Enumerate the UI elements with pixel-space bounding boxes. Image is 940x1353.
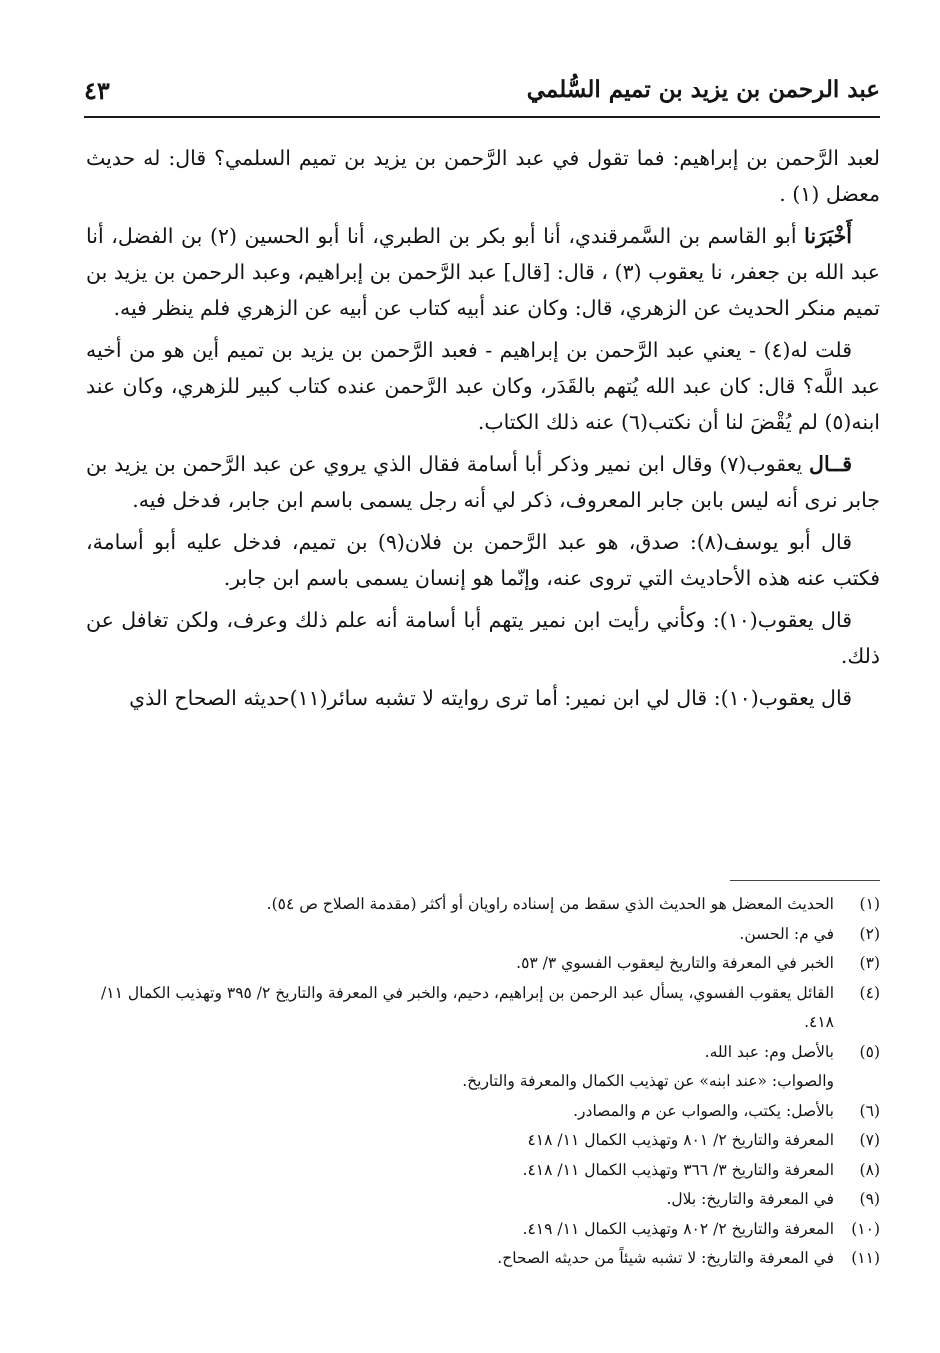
footnote-number: (٩)	[859, 1190, 880, 1208]
footnote-text: في م: الحسن.	[739, 924, 834, 943]
running-title: عبد الرحمن بن يزيد بن تميم السُّلمي	[526, 76, 880, 103]
footnote-text: المعرفة والتاريخ ٣/ ٣٦٦ وتهذيب الكمال ١١/ ٤١٨.	[522, 1160, 834, 1179]
footnote-number: (٧)	[859, 1131, 880, 1149]
footnote-text: بالأصل وم: عبد الله.	[704, 1042, 834, 1061]
footnotes	[88, 890, 880, 1274]
footnote-number: (١)	[859, 895, 880, 913]
paragraph-lead: قــال	[809, 452, 852, 476]
footnote-number: (١١)	[851, 1249, 880, 1267]
paragraph	[86, 602, 880, 674]
paragraph-text: قلت له(٤) - يعني عبد الرَّحمن بن إبراهيم - فعبد الرَّحمن بن يزيد بن تميم أين هو من أخيه عبد اللَّه؟ قال: كان عبد الله يُتهم بالقَدَر، وكان عبد الرَّحمن عنده كتاب كبير للزهري، وكان عند ابنه(٥) لم يُقْضَ لنا أن نكتب(٦) عنه ذلك الكتاب.	[86, 338, 880, 434]
footnote	[88, 1185, 880, 1215]
paragraph	[86, 446, 880, 518]
paragraph-text: لعبد الرَّحمن بن إبراهيم: فما تقول في عبد الرَّحمن بن يزيد بن تميم السلمي؟ قال: له حديث معضل (١) .	[86, 146, 880, 206]
footnote-number: (١٠)	[851, 1219, 880, 1238]
footnote-continuation: والصواب: «عند ابنه» عن تهذيب الكمال والمعرفة والتاريخ.	[462, 1072, 834, 1090]
paragraph	[86, 140, 880, 212]
footnote	[88, 1038, 880, 1068]
footnote-text: بالأصل: يكتب، والصواب عن م والمصادر.	[573, 1101, 834, 1120]
footnote-separator	[730, 880, 880, 881]
footnote-number: (٢)	[859, 924, 880, 943]
paragraph	[86, 332, 880, 440]
paragraph-text: قال يعقوب(١٠): وكأني رأيت ابن نمير يتهم أبا أسامة أنه علم ذلك وعرف، ولكن تغافل عن ذلك.	[86, 608, 880, 668]
footnote	[88, 890, 880, 920]
page-number: ٤٣	[84, 76, 110, 105]
footnote-number: (٥)	[859, 1042, 880, 1061]
footnote	[88, 949, 880, 979]
paragraph-text: قال يعقوب(١٠): قال لي ابن نمير: أما ترى روايته لا تشبه سائر(١١)حديثه الصحاح الذي	[129, 686, 852, 710]
footnote-text: المعرفة والتاريخ ٢/ ٨٠٢ وتهذيب الكمال ١١/ ٤١٩.	[522, 1219, 834, 1238]
footnote-text: الخبر في المعرفة والتاريخ ليعقوب الفسوي ٣/ ٥٣.	[516, 954, 834, 972]
paragraph-text: يعقوب(٧) وقال ابن نمير وذكر أبا أسامة فقال الذي يروي عن عبد الرَّحمن بن يزيد بن جابر نرى أنه ليس بابن جابر المعروف، ذكر لي أنه رجل يسمى باسم ابن جابر، فدخل فيه.	[86, 452, 880, 512]
paragraph-text: أبو القاسم بن السَّمرقندي، أنا أبو بكر بن الطبري، أنا أبو الحسين (٢) بن الفضل، أنا عبد الله بن جعفر، نا يعقوب (٣) ، قال: [قال] عبد الرَّحمن بن إبراهيم، وعبد الرحمن بن يزيد بن تميم منكر الحديث عن الزهري، قال: وكان عند أبيه كتاب عن أبيه عن الزهري فلم ينظر فيه.	[86, 224, 880, 320]
footnote	[88, 1126, 880, 1156]
footnote-number: (٨)	[859, 1160, 880, 1179]
footnote	[88, 1244, 880, 1274]
paragraph	[86, 680, 880, 716]
footnote-number: (٤)	[859, 983, 880, 1002]
footnote-text: المعرفة والتاريخ ٢/ ٨٠١ وتهذيب الكمال ١١/ ٤١٨	[527, 1131, 834, 1149]
footnote-text: القائل يعقوب الفسوي، يسأل عبد الرحمن بن إبراهيم، دحيم، والخبر في المعرفة والتاريخ ٢/ ٣٩٥ وتهذيب الكمال ١١/ ٤١٨.	[101, 983, 834, 1031]
footnote-text: في المعرفة والتاريخ: لا تشبه شيئاً من حديثه الصحاح.	[497, 1249, 834, 1267]
footnote	[88, 1156, 880, 1186]
main-text	[86, 140, 880, 722]
footnote-text: في المعرفة والتاريخ: بلال.	[666, 1190, 834, 1208]
paragraph	[86, 218, 880, 326]
page-header	[84, 70, 880, 110]
header-rule	[84, 116, 880, 118]
footnote	[88, 1097, 880, 1127]
paragraph-text: قال أبو يوسف(٨): صدق، هو عبد الرَّحمن بن فلان(٩) بن تميم، فدخل عليه أبو أسامة، فكتب عنه هذه الأحاديث التي تروى عنه، وإنّما هو إنسان يسمى باسم ابن جابر.	[86, 530, 880, 590]
footnote	[88, 920, 880, 950]
footnote-number: (٣)	[859, 954, 880, 972]
footnote	[88, 1215, 880, 1245]
footnote-text: الحديث المعضل هو الحديث الذي سقط من إسناده راويان أو أكثر (مقدمة الصلاح ص ٥٤).	[266, 895, 834, 913]
paragraph	[86, 524, 880, 596]
footnote	[88, 979, 880, 1038]
paragraph-lead: أَخْبَرَنا	[804, 224, 852, 248]
footnote-number: (٦)	[859, 1101, 880, 1120]
